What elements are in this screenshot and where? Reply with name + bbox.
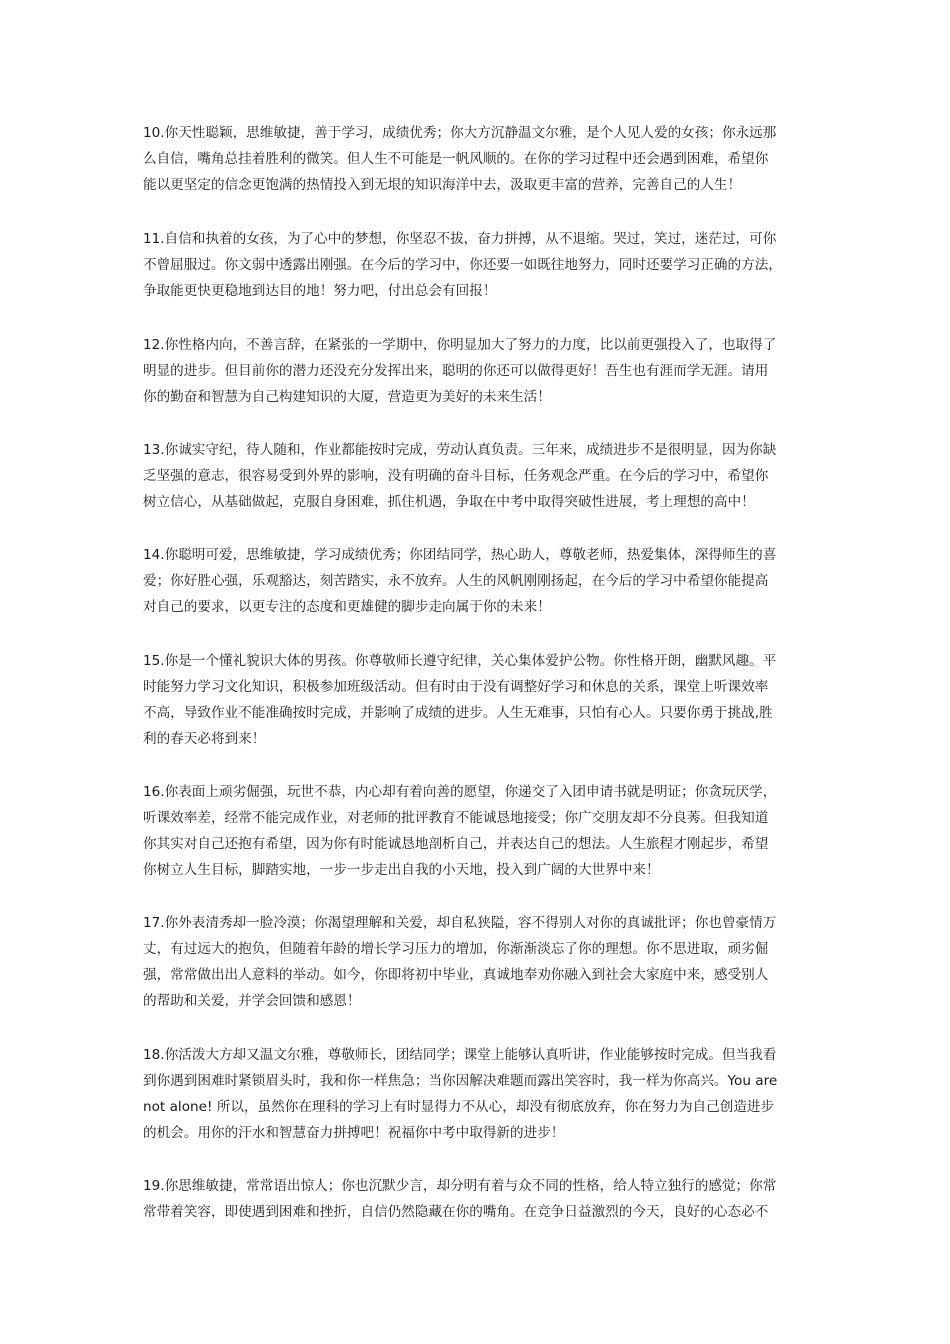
paragraph-15 xyxy=(143,648,813,752)
text-line: 18.你活泼大方却又温文尔雅，尊敬师长，团结同学；课堂上能够认真听讲，作业能够按时完成。但当我看 xyxy=(143,1047,777,1063)
text-line: 利的春天必将到来！ xyxy=(143,731,266,747)
text-line: 乏坚强的意志，很容易受到外界的影响，没有明确的奋斗目标，任务观念严重。在今后的学习中，希望你 xyxy=(143,468,769,484)
text-line: 到你遇到困难时紧锁眉头时，我和你一样焦急；当你因解决难题而露出笑容时，我一样为你高兴。You are xyxy=(143,1073,778,1089)
text-line: 的机会。用你的汗水和智慧奋力拼搏吧！祝福你中考中取得新的进步！ xyxy=(143,1125,565,1141)
paragraph-10 xyxy=(143,120,813,198)
text-line: 15.你是一个懂礼貌识大体的男孩。你尊敬师长遵守纪律，关心集体爱护公物。你性格开朗，幽默风趣。平 xyxy=(143,653,777,669)
text-line: 爱；你好胜心强，乐观豁达，刻苦踏实，永不放弃。人生的风帆刚刚扬起，在今后的学习中希望你能提高 xyxy=(143,573,769,589)
text-line: 强，常常做出出人意料的举动。如今，你即将初中毕业，真诚地奉劝你融入到社会大家庭中来，感受别人 xyxy=(143,967,769,983)
text-line: 你树立人生目标，脚踏实地，一步一步走出自我的小天地，投入到广阔的大世界中来！ xyxy=(143,862,660,878)
text-line: 的帮助和关爱，并学会回馈和感恩！ xyxy=(143,993,361,1009)
text-line: 10.你天性聪颖，思维敏捷，善于学习，成绩优秀；你大方沉静温文尔雅，是个人见人爱的女孩；你永远那 xyxy=(143,125,777,141)
paragraph-13 xyxy=(143,437,813,515)
text-line: 你其实对自己还抱有希望，因为你有时能诚恳地剖析自己，并表达自己的想法。人生旅程才刚起步，希望 xyxy=(143,836,769,852)
text-line: 19.你思维敏捷，常常语出惊人；你也沉默少言，却分明有着与众不同的性格，给人特立独行的感觉；你常 xyxy=(143,1178,777,1194)
text-line: 不曾屈服过。你文弱中透露出刚强。在今后的学习中，你还要一如既往地努力，同时还要学习正确的方法， xyxy=(143,257,782,273)
paragraph-12 xyxy=(143,332,813,410)
paragraph-11 xyxy=(143,226,813,304)
paragraph-19 xyxy=(143,1173,813,1225)
paragraph-14 xyxy=(143,542,813,620)
text-line: not alone! 所以，虽然你在理科的学习上有时显得力不从心，却没有彻底放弃，你在努力为自己创造进步 xyxy=(143,1099,775,1115)
text-line: 明显的进步。但目前你的潜力还没充分发挥出来，聪明的你还可以做得更好！吾生也有涯而学无涯。请用 xyxy=(143,363,769,379)
text-line: 11.自信和执着的女孩，为了心中的梦想，你坚忍不拔，奋力拼搏，从不退缩。哭过，笑过，迷茫过，可你 xyxy=(143,231,777,247)
text-line: 听课效率差，经常不能完成作业，对老师的批评教育不能诚恳地接受；你广交朋友却不分良莠。但我知道 xyxy=(143,810,769,826)
text-line: 12.你性格内向，不善言辞，在紧张的一学期中，你明显加大了努力的力度，比以前更强投入了，也取得了 xyxy=(143,337,777,353)
paragraph-18 xyxy=(143,1042,813,1146)
text-line: 时能努力学习文化知识，积极参加班级活动。但有时由于没有调整好学习和休息的关系，课堂上听课效率 xyxy=(143,679,769,695)
text-line: 丈，有过远大的抱负，但随着年龄的增长学习压力的增加，你渐渐淡忘了你的理想。你不思进取，顽劣倔 xyxy=(143,941,769,957)
text-line: 常带着笑容，即使遇到困难和挫折，自信仍然隐藏在你的嘴角。在竞争日益激烈的今天，良好的心态必不 xyxy=(143,1204,769,1220)
text-line: 14.你聪明可爱，思维敏捷，学习成绩优秀；你团结同学，热心助人，尊敬老师，热爱集体，深得师生的喜 xyxy=(143,547,777,563)
paragraph-16 xyxy=(143,779,813,883)
text-line: 争取能更快更稳地到达目的地！努力吧，付出总会有回报！ xyxy=(143,283,497,299)
text-line: 不高，导致作业不能准确按时完成，并影响了成绩的进步。人生无难事，只怕有心人。只要你勇于挑战,胜 xyxy=(143,705,773,721)
text-line: 13.你诚实守纪，待人随和，作业都能按时完成，劳动认真负责。三年来，成绩进步不是很明显，因为你缺 xyxy=(143,442,777,458)
text-line: 对自己的要求，以更专注的态度和更雄健的脚步走向属于你的未来！ xyxy=(143,599,551,615)
text-line: 能以更坚定的信念更饱满的热情投入到无垠的知识海洋中去，汲取更丰富的营养，完善自己的人生！ xyxy=(143,177,742,193)
text-line: 16.你表面上顽劣倔强，玩世不恭，内心却有着向善的愿望，你递交了入团申请书就是明证；你贪玩厌学， xyxy=(143,784,777,800)
text-line: 你的勤奋和智慧为自己构建知识的大厦，营造更为美好的未来生活！ xyxy=(143,389,551,405)
text-line: 17.你外表清秀却一脸冷漠；你渴望理解和关爱，却自私狭隘，容不得别人对你的真诚批评；你也曾豪情万 xyxy=(143,915,777,931)
text-line: 么自信，嘴角总挂着胜利的微笑。但人生不可能是一帆风顺的。在你的学习过程中还会遇到困难，希望你 xyxy=(143,151,769,167)
text-line: 树立信心，从基础做起，克服自身困难，抓住机遇，争取在中考中取得突破性进展，考上理想的高中！ xyxy=(143,494,755,510)
paragraph-17 xyxy=(143,910,813,1014)
